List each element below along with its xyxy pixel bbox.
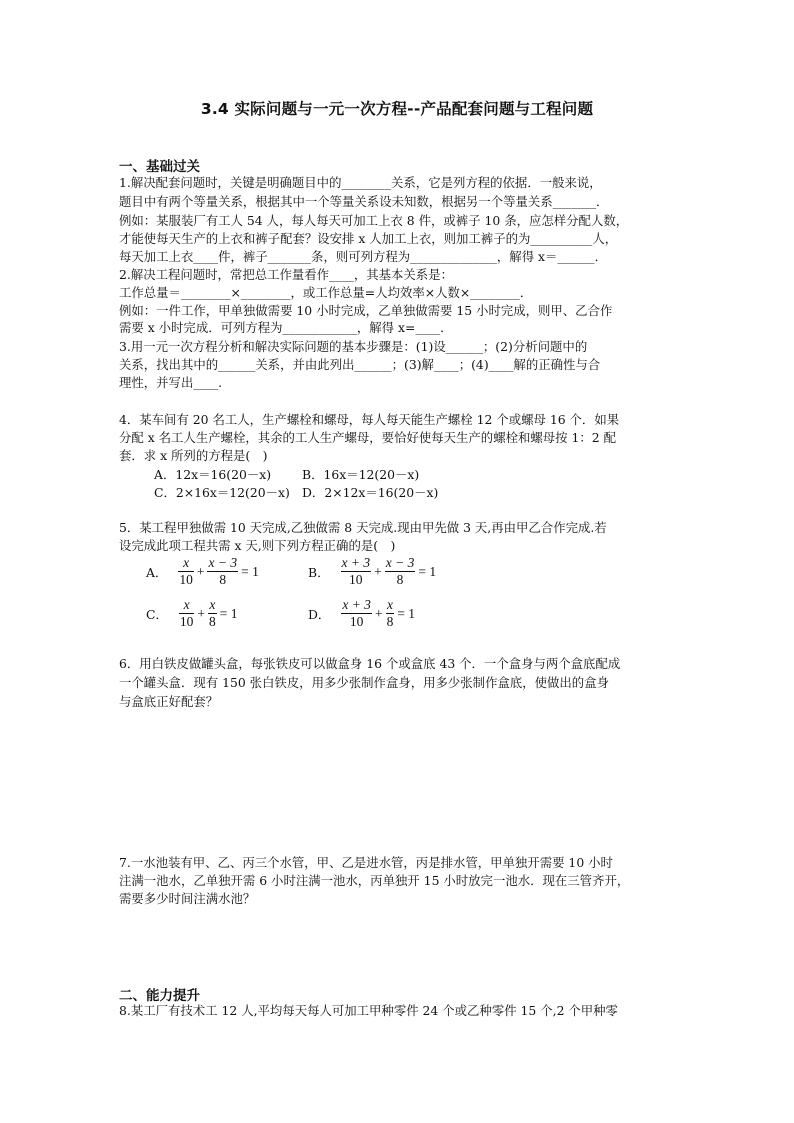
page-title: 3.4 实际问题与一元一次方程--产品配套问题与工程问题 [200,100,594,118]
q5-a-fraction-2: $\frac{x - 3}{8}$ [208,555,238,587]
q1-line-1: 1.解决配套问题时，关键是明确题目中的________关系，它是列方程的依据．一般来说， [119,175,602,190]
q4-line-3: 套．求 x 所列的方程是( ) [119,448,268,463]
q6-line-2: 一个罐头盒．现有 150 张白铁皮，用多少张制作盒身，用多少张制作盒底，使做出的盒身 [119,675,609,690]
q5-option-c-label: C． [146,606,168,622]
q2-line-2: 工作总量＝________×________，或工作总量=人均效率×人数×________． [119,285,533,300]
q2-line-1: 2.解决工程问题时，常把总工作量看作____，其基本关系是： [119,267,453,282]
q8-line-1: 8.某工厂有技术工 12 人,平均每天每人可加工甲种零件 24 个或乙种零件 15 个,2 个甲种零 [119,1003,618,1018]
q3-line-2: 关系，找出其中的______关系，并由此列出______；(3)解____；(4)____解的正确性与合 [119,357,601,372]
q7-line-1: 7.一水池装有甲、乙、丙三个水管，甲、乙是进水管，丙是排水管，甲单独开需要 10 小时 [119,855,613,870]
q2-line-4: 需要 x 小时完成．可列方程为____________，解得 x=____． [119,320,453,335]
q4-option-b: B．16x＝12(20－x) [302,467,420,482]
q7-line-2: 注满一池水，乙单独开需 6 小时注满一池水，丙单独开 15 小时放完一池水．现在三管齐开， [119,873,630,888]
q6-line-1: 6．用白铁皮做罐头盒，每张铁皮可以做盒身 16 个或盒底 43 个．一个盒身与两个盒底配成 [119,656,621,671]
section-basic: 一、基础过关 [119,159,200,175]
q5-option-d: D． $\frac{x + 3}{10}$ + $\frac{x}{8}$ = 1 [308,597,416,629]
q5-c-fraction-2: $\frac{x}{8}$ [209,597,216,629]
q5-b-fraction-1: $\frac{x + 3}{10}$ [341,555,371,587]
q5-b-fraction-2: $\frac{x - 3}{8}$ [385,555,415,587]
q1-line-2: 题目中有两个等量关系，根据其中一个等量关系设未知数，根据另一个等量关系_______． [119,194,609,209]
q1-line-4: 才能使每天生产的上衣和裤子配套？设安排 x 人加工上衣，则加工裤子的为__________人， [119,231,618,246]
q5-line-1: 5．某工程甲独做需 10 天完成,乙独做需 8 天完成.现由甲先做 3 天,再由甲乙合作完成.若 [119,520,607,535]
q5-option-d-label: D． [308,606,331,622]
q5-option-c: C． $\frac{x}{10}$ + $\frac{x}{8}$ = 1 [146,597,238,629]
q5-line-2: 设完成此项工程共需 x 天,则下列方程正确的是( ) [119,538,396,553]
q4-option-a: A．12x＝16(20－x) [154,467,272,482]
q2-line-3: 例如：一件工作，甲单独做需要 10 小时完成，乙单独做需要 15 小时完成，则甲、乙合作 [119,303,613,318]
q4-line-2: 分配 x 名工人生产螺栓，其余的工人生产螺母，要恰好使每天生产的螺栓和螺母按 1：2 配 [119,430,616,445]
q1-line-3: 例如：某服装厂有工人 54 人，每人每天可加工上衣 8 件，或裤子 10 条，应怎样分配人数， [119,213,629,228]
q5-a-fraction-1: $\frac{x}{10}$ [179,555,193,587]
q5-option-b: B． $\frac{x + 3}{10}$ + $\frac{x - 3}{8}$ = 1 [308,555,437,587]
q5-option-a: A． $\frac{x}{10}$ + $\frac{x - 3}{8}$ = 1 [146,555,259,587]
q5-d-fraction-2: $\frac{x}{8}$ [386,597,394,629]
q6-line-3: 与盒底正好配套？ [119,694,219,709]
q3-line-3: 理性，并写出____. [119,375,223,390]
q4-option-d: D．2×12x＝16(20－x) [302,485,439,500]
q5-option-a-label: A． [146,564,168,580]
q1-line-5: 每天加工上衣____件，裤子_______条，则可列方程为______________，解得 x＝______． [119,249,607,264]
q4-option-c: C．2×16x＝12(20－x) [154,485,290,500]
q7-line-3: 需要多少时间注满水池？ [119,891,256,906]
q5-c-fraction-1: $\frac{x}{10}$ [179,597,194,629]
q5-d-fraction-1: $\frac{x + 3}{10}$ [342,597,371,629]
q5-option-b-label: B． [308,564,330,580]
q4-line-1: 4．某车间有 20 名工人，生产螺栓和螺母，每人每天能生产螺栓 12 个或螺母 16 个．如果 [119,412,620,427]
q3-line-1: 3.用一元一次方程分析和解决实际问题的基本步骤是：(1)设______；(2)分析问题中的 [119,339,588,354]
section-advanced: 二、能力提升 [119,988,200,1004]
